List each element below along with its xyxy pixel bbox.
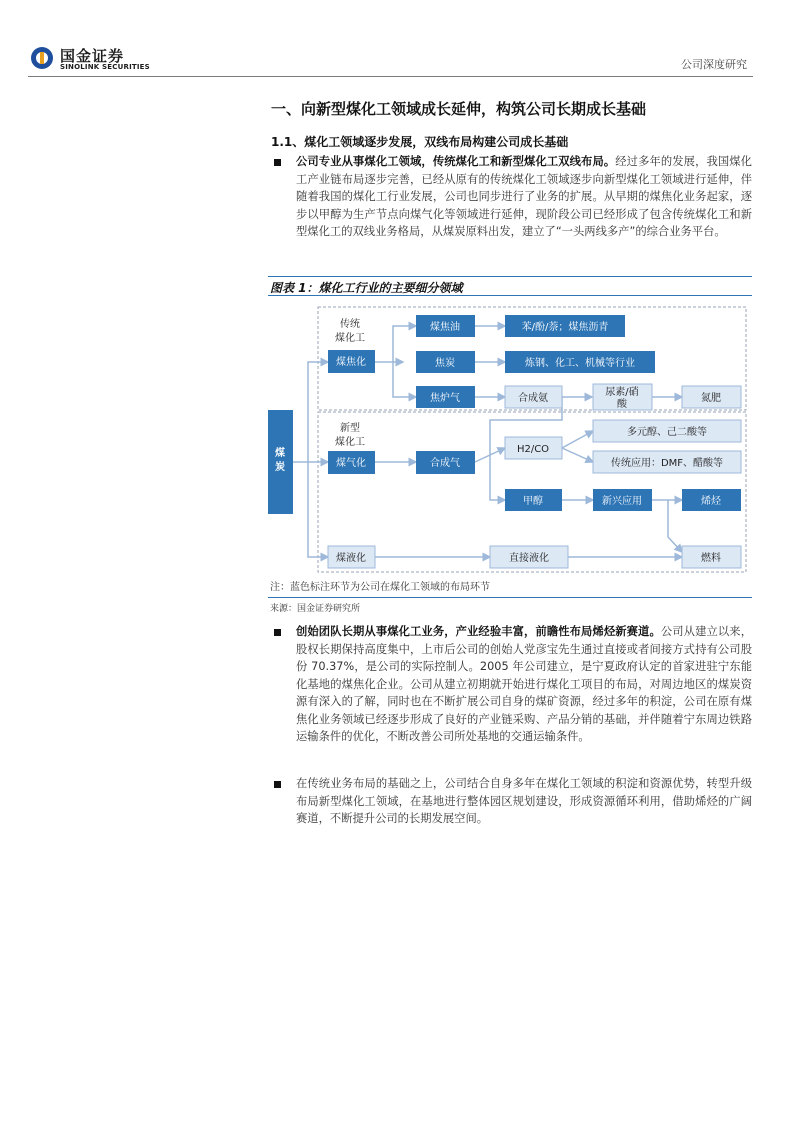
benzene-label: 苯/酚/萘；煤焦沥青	[521, 322, 609, 333]
paragraph-2-body: 公司从建立以来，股权长期保持高度集中，上市后公司的创始人党彦宝先生通过直接或者间接方式持有公司股份 70.37%，是公司的实际控制人。2005 年公司建立，是宁夏政府认定的首家进驻宁东能化基地的煤焦化企业。公司从建立初期就开始进行煤化工项目的布局，对周边地区的煤炭资源有深入的了解，同时也在不断扩展公司自身的煤矿资源，经过多年的积淀，公司在原有煤焦化业务领域已经逐步形成了良好的产业链采购、产品分销的基础，并伴随着宁东周边铁路运输条件的优化，不断改善公司所处基地的交通运输条件。	[296, 625, 752, 743]
figure-source: 来源：国金证券研究所	[270, 604, 361, 614]
direct-liq-label: 直接液化	[509, 553, 549, 564]
coke-label: 焦炭	[435, 358, 455, 369]
paragraph-1-lead: 公司专业从事煤化工领域，传统煤化工和新型煤化工双线布局。	[296, 155, 616, 168]
emerging-app-label: 新兴应用	[602, 496, 642, 507]
paragraph-3: 在传统业务布局的基础之上，公司结合自身多年在煤化工领域的积淀和资源优势，转型升级布局新型煤化工领域，在基地进行整体园区规划建设，形成资源循环利用，借助烯烃的广阔赛道，不断提升公司的长期发展空间。	[296, 777, 752, 825]
coke-gas-label: 焦炉气	[430, 393, 460, 404]
section-heading: 一、向新型煤化工领域成长延伸，构筑公司长期成长基础	[271, 100, 647, 118]
figure-top-rule	[268, 276, 752, 277]
company-nodes	[328, 315, 741, 511]
logo-icon	[30, 46, 54, 70]
bullet-icon	[274, 159, 281, 166]
figure-title: 图表 1：煤化工行业的主要细分领域	[270, 281, 463, 295]
fertilizer-label: 氮肥	[701, 393, 721, 404]
paragraph-1-body: 经过多年的发展，我国煤化工产业链布局逐步完善，已经从原有的传统煤化工领域逐步向新型煤化工领域进行延伸，伴随着我国的煤化工行业发展，公司也同步进行了业务的扩展。从早期的煤焦化业务起家，逐步以甲醇为生产节点向煤气化等领域进行延伸，现阶段公司已经形成了包含传统煤化工和新型煤化工的双线业务格局，从煤炭原料出发，建立了“一头两线多产”的综合业务平台。	[296, 155, 752, 238]
fuel-label: 燃料	[701, 553, 721, 564]
coking-label: 煤焦化	[336, 357, 366, 368]
urea-label-2: 酸	[617, 399, 627, 410]
polyols-label: 多元醇、己二酸等	[627, 427, 707, 438]
bullet-icon	[274, 629, 281, 636]
liquefaction-label: 煤液化	[336, 553, 366, 564]
coal-label-1: 煤	[275, 448, 285, 459]
olefins-label: 烯烃	[701, 496, 721, 507]
gasification-label: 煤气化	[336, 458, 366, 469]
paragraph-2	[296, 623, 752, 746]
bullet-icon	[274, 781, 281, 788]
urea-label-1: 尿素/硝	[605, 387, 639, 398]
header-divider	[28, 76, 753, 77]
coke-use-label: 炼钢、化工、机械等行业	[525, 358, 635, 369]
paragraph-2-lead: 创始团队长期从事煤化工业务，产业经验丰富，前瞻性布局烯烃新赛道。	[296, 625, 661, 638]
ammonia-label: 合成氨	[518, 393, 548, 404]
coal-label-2: 炭	[275, 462, 285, 473]
methanol-label: 甲醇	[523, 496, 543, 507]
h2co-label: H2/CO	[516, 444, 550, 455]
figure-bottom-rule	[268, 597, 752, 598]
coal-chemical-flow-diagram	[268, 300, 752, 578]
new-label-line2: 煤化工	[335, 437, 365, 448]
traditional-app-label: 传统应用：DMF、醋酸等	[610, 458, 724, 469]
new-label-line1: 新型	[340, 423, 360, 434]
subsection-heading: 1.1、煤化工领域逐步发展，双线布局构建公司成长基础	[271, 135, 569, 149]
logo-text-cn: 国金证券	[60, 47, 125, 65]
traditional-label-line1: 传统	[340, 319, 360, 330]
figure-note: 注：蓝色标注环节为公司在煤化工领域的布局环节	[270, 582, 490, 593]
logo-text-en: SINOLINK SECURITIES	[60, 63, 150, 71]
coal-tar-label: 煤焦油	[430, 322, 460, 333]
header-report-type: 公司深度研究	[681, 58, 747, 71]
traditional-label-line2: 煤化工	[335, 333, 365, 344]
paragraph-1	[296, 153, 752, 241]
syngas-label: 合成气	[430, 458, 460, 469]
figure-title-rule	[268, 295, 752, 296]
